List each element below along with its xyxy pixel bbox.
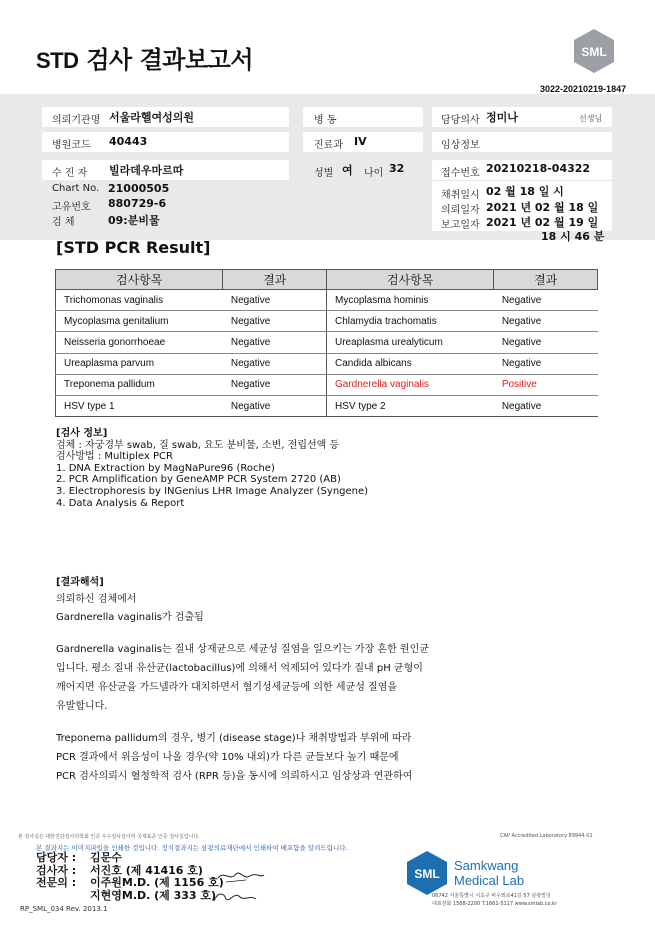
- hospital-label: 의뢰기관명: [52, 115, 101, 126]
- test-result: Negative: [223, 290, 327, 311]
- unique-no: 880729-6: [108, 197, 167, 210]
- footer-fine-print: 본 검사실은 대한진단검사의학회 인증 우수검사실이며 국제표준 인증 검사실입니다.: [18, 834, 200, 840]
- test-name: Treponema pallidum: [56, 374, 223, 395]
- dept-label: 진료과: [314, 140, 343, 151]
- test-name: Neisseria gonorrhoeae: [56, 332, 223, 353]
- age: 32: [389, 162, 405, 175]
- staff-row: 전문의 : 이주원M.D. (제 1156 호): [36, 876, 224, 889]
- sex-label: 성별: [314, 168, 334, 179]
- interpretation-paragraph-1: Gardnerella vaginalis는 질내 상재균으로 세균성 질염을 일으키는 가장 흔한 원인균 입니다. 평소 질내 유산균(lactobacillus)에 의해서 억제되어 있다가 질내 pH 균형이 깨어지면 유산균을 가드넬라가 대치하면서 혐기성세균등에 의한 세균성 질염을 유발합니다.: [56, 644, 429, 712]
- collect-label: 채취일시: [441, 190, 480, 201]
- col-result-1: 결과: [223, 270, 327, 290]
- method-line: 1. DNA Extraction by MagNaPure96 (Roche): [56, 462, 275, 474]
- interpretation-line-2: Gardnerella vaginalis가 검출됨: [56, 612, 204, 623]
- test-result-positive: Positive: [494, 374, 598, 395]
- report-label: 보고일자: [441, 220, 480, 231]
- form-number: RP_SML_034 Rev. 2013.1: [20, 905, 108, 913]
- test-result: Negative: [494, 353, 598, 374]
- samkwang-logo-icon: [404, 850, 450, 896]
- method-heading: [검사 정보]: [56, 428, 108, 439]
- patient-name: 빌라데우마르따: [109, 164, 184, 177]
- table-row: [56, 353, 598, 374]
- age-label: 나이: [364, 168, 384, 179]
- ward-label: 병 동: [314, 115, 337, 126]
- sex: 여: [342, 164, 353, 177]
- chart-no: 21000505: [108, 182, 170, 195]
- staff-row: 지현영M.D. (제 333 호): [90, 888, 217, 902]
- test-name: HSV type 2: [326, 395, 493, 416]
- staff-list: [36, 852, 224, 902]
- clinical-label: 임상정보: [441, 140, 480, 151]
- test-result: Negative: [223, 332, 327, 353]
- method-line: 4. Data Analysis & Report: [56, 497, 185, 509]
- method-line: 2. PCR Amplification by GeneAMP PCR System 2720 (AB): [56, 474, 341, 486]
- col-test-2: 검사항목: [326, 270, 493, 290]
- interpretation-line-1: 의뢰하신 검체에서: [56, 594, 137, 605]
- test-name: Mycoplasma genitalium: [56, 311, 223, 332]
- report-number: 3022-20210219-1847: [540, 84, 627, 94]
- lab-address: 06742 서울특별시 서초구 바우뫼로41길 57 삼광빌딩 대표전화 1588-2200 T.1661-5117 www.smlab.co.kr: [432, 893, 557, 907]
- doctor-label: 담당의사: [441, 115, 480, 126]
- document-title: STD 검사 결과보고서: [36, 46, 254, 74]
- result-table: [55, 269, 598, 417]
- request-label: 의뢰일자: [441, 205, 480, 216]
- request-date: 2021 년 02 월 18 일: [486, 201, 599, 214]
- test-name: Chlamydia trachomatis: [326, 311, 493, 332]
- test-result: Negative: [494, 290, 598, 311]
- signature-1-icon: [216, 866, 266, 886]
- dept: IV: [354, 135, 367, 148]
- test-name: HSV type 1: [56, 395, 223, 416]
- test-result: Negative: [223, 374, 327, 395]
- sml-logo-icon: [571, 28, 617, 74]
- test-result: Negative: [494, 395, 598, 416]
- signature-2-icon: [212, 887, 258, 905]
- table-row: [56, 374, 598, 395]
- col-result-2: 결과: [494, 270, 598, 290]
- sml-logo-text: SML: [581, 45, 607, 59]
- report-header: [0, 0, 655, 94]
- method-line: 검체 : 자궁경부 swab, 질 swab, 요도 분비물, 소변, 전립선액 등: [56, 439, 340, 451]
- test-name: Mycoplasma hominis: [326, 290, 493, 311]
- result-table-header: [56, 270, 598, 290]
- test-result: Negative: [223, 395, 327, 416]
- chart-label: Chart No.: [52, 183, 100, 194]
- samkwang-logo-text: SML: [414, 867, 440, 881]
- test-name-positive: Gardnerella vaginalis: [326, 374, 493, 395]
- footer-notice: 본 결과지는 이미지파일을 인쇄한 것입니다. 정식결과지는 삼광의료재단에서 인쇄하여 배포함을 알려드립니다.: [36, 844, 348, 852]
- hospital-name: 서울라헬여성의원: [109, 111, 195, 124]
- staff-row: 검사자 : 서진호 (제 41416 호): [36, 863, 203, 877]
- hospital-code: 40443: [109, 135, 148, 148]
- table-row: [56, 395, 598, 416]
- interpretation-heading: [결과해석]: [56, 577, 104, 588]
- receipt-no: 20210218-04322: [486, 162, 591, 175]
- collect-date: 02 월 18 일 시: [486, 185, 564, 198]
- test-result: Negative: [223, 353, 327, 374]
- method-info: [56, 428, 368, 509]
- test-name: Candida albicans: [326, 353, 493, 374]
- table-row: [56, 290, 598, 311]
- receipt-no-label: 접수번호: [441, 168, 480, 179]
- test-result: Negative: [494, 332, 598, 353]
- interpretation-paragraph-2: Treponema pallidum의 경우, 병기 (disease stage)나 채취방법과 부위에 따라 PCR 결과에서 위음성이 나올 경우(약 10% 내외)가 다른 균들보다 높기 때문에 PCR 검사의뢰시 혈청학적 검사 (RPR 등)을 동시에 의뢰하시고 임상상과 연관하여: [56, 733, 413, 782]
- patient-label: 수 진 자: [52, 168, 88, 179]
- method-line: 3. Electrophoresis by INGenius LHR Image Analyzer (Syngene): [56, 485, 369, 497]
- test-result: Negative: [223, 311, 327, 332]
- staff-row: 담당자 : 김문수: [36, 851, 122, 864]
- specimen: 09:분비물: [108, 214, 160, 227]
- lab-name: Samkwang Medical Lab: [454, 858, 525, 888]
- accreditation: CAP Accredited Laboratory 89944-01: [500, 833, 593, 839]
- table-row: [56, 332, 598, 353]
- test-result: Negative: [494, 311, 598, 332]
- col-test-1: 검사항목: [56, 270, 223, 290]
- report-date: 2021 년 02 월 19 일: [486, 216, 599, 229]
- unique-label: 고유번호: [52, 202, 91, 213]
- doctor-name: 정미나: [486, 111, 518, 124]
- doctor-suffix: 선생님: [579, 114, 603, 123]
- test-name: Ureaplasma parvum: [56, 353, 223, 374]
- method-line: 검사방법 : Multiplex PCR: [56, 451, 173, 463]
- test-name: Ureaplasma urealyticum: [326, 332, 493, 353]
- patient-info-panel: [0, 94, 655, 243]
- table-row: [56, 311, 598, 332]
- hospital-code-label: 병원코드: [52, 140, 91, 151]
- section-title: [STD PCR Result]: [56, 238, 211, 257]
- test-name: Trichomonas vaginalis: [56, 290, 223, 311]
- report-time: 18 시 46 분: [541, 230, 605, 243]
- specimen-label: 검 체: [52, 217, 75, 228]
